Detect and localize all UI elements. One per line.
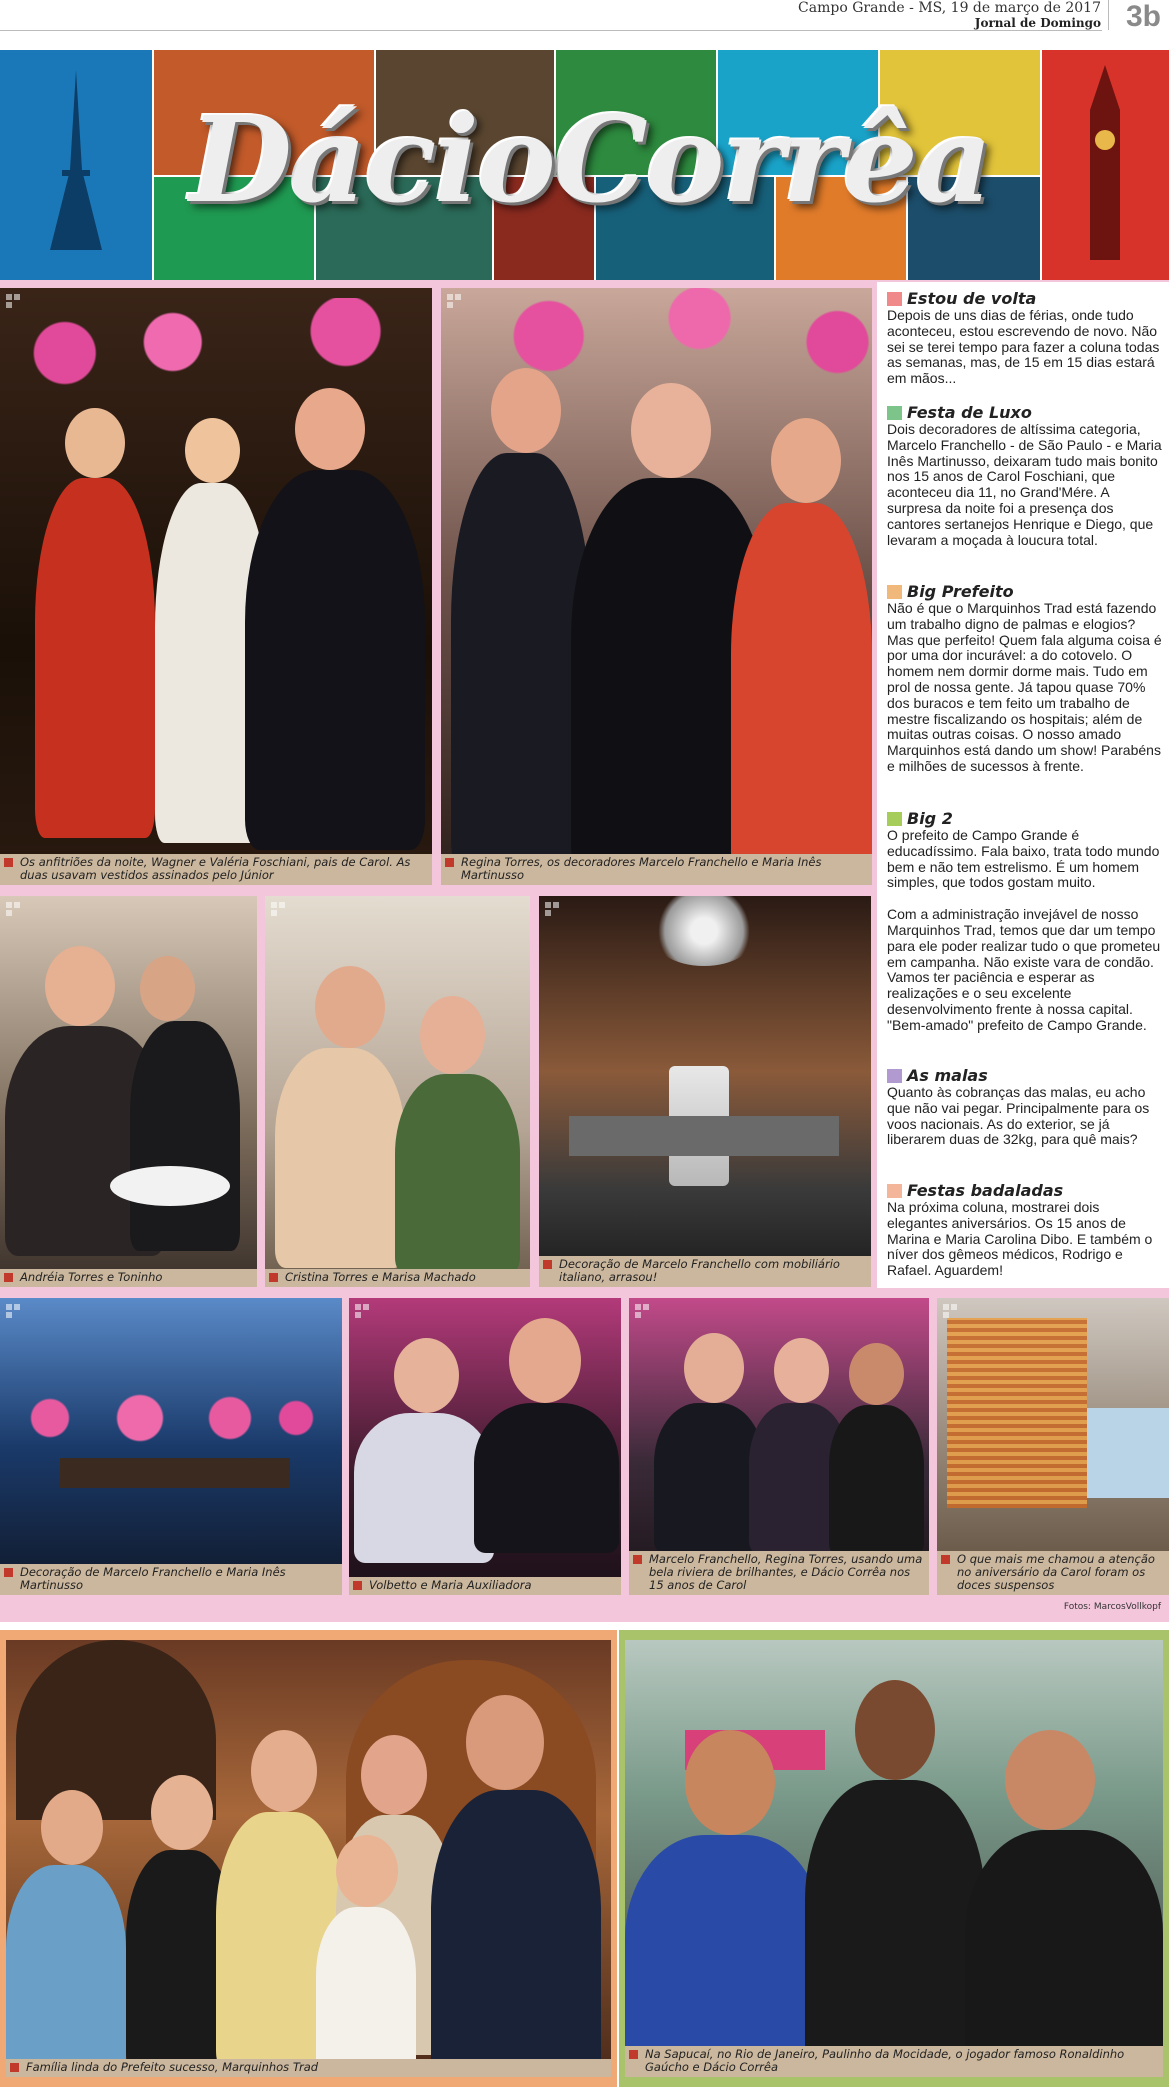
- glass-counter: [1087, 1408, 1169, 1498]
- caption-andreia: Andréia Torres e Toninho: [0, 1269, 257, 1287]
- caption-cristina: Cristina Torres e Marisa Machado: [265, 1269, 530, 1287]
- section-title: Festa de Luxo: [907, 403, 1032, 422]
- section-estou-de-volta: [887, 290, 1163, 387]
- caption-decoration-hall: Decoração de Marcelo Franchello com mobiliário italiano, arrasou!: [539, 1256, 871, 1287]
- photo-decoration-blue-image: [0, 1298, 342, 1595]
- header-divider: [1108, 0, 1109, 30]
- photo-cristina-image: [265, 896, 530, 1287]
- photo-credit: Fotos: MarcosVollkopf: [1063, 1602, 1161, 1612]
- flower-arrangements: [20, 1393, 320, 1443]
- section-marker-icon: [887, 406, 902, 420]
- photo-trio: [629, 1298, 929, 1595]
- photo-decoration-blue: [0, 1298, 342, 1595]
- photo-hosts-image: [0, 288, 432, 885]
- section-marker-icon: [887, 1069, 902, 1083]
- section-title: Big 2: [907, 809, 953, 828]
- section-body: O prefeito de Campo Grande é educadíssimo. Fala baixo, trata todo mundo bem e não tem estrelismo. É um homem simples, que todos gostam muito.: [887, 827, 1160, 891]
- photo-andreia: [0, 896, 257, 1287]
- photo-decoration-hall-image: [539, 896, 871, 1287]
- photo-decorators: [441, 288, 872, 885]
- big-ben-icon: [1042, 50, 1169, 280]
- big-ben-tile: [1042, 50, 1169, 280]
- section-body: Dois decoradores de altíssima categoria, Marcelo Franchello - de São Paulo - e Maria Inês Martinusso, deixaram tudo mais bonito nos 15 anos de Carol Foschiani, que aconteceu dia 11, no Grand'Mére. A surpresa da noite foi a presença dos cantores sertanejos Henrique e Diego, que levaram a moçada à loucura total.: [887, 421, 1162, 548]
- section-title: Festas badaladas: [907, 1181, 1064, 1200]
- banquet-table: [60, 1458, 290, 1488]
- photo-volbetto: [349, 1298, 621, 1595]
- orchid-decor: [0, 298, 432, 408]
- section-as-malas: [887, 1067, 1163, 1148]
- photo-mayor-family-image: [6, 1640, 611, 2077]
- section-body-second: Com a administração invejável de nosso Marquinhos Trad, temos que dar um tempo para ele poder realizar tudo o que prometeu em campanha. Não existe vara de condão. Vamos ter paciência e esperar as realizações e o seu excelente desenvolvimento frente à nossa capital. "Bem-amado" prefeito de Campo Grande.: [887, 906, 1161, 1033]
- caption-mayor-family: Família linda do Prefeito sucesso, Marquinhos Trad: [6, 2059, 611, 2077]
- caption-sapucai: Na Sapucaí, no Rio de Janeiro, Paulinho da Mocidade, o jogador famoso Ronaldinho Gaúcho e Dácio Corrêa: [625, 2046, 1163, 2077]
- photo-hosts: [0, 288, 432, 885]
- suspended-sweets: [947, 1318, 1087, 1508]
- section-festa-de-luxo: [887, 404, 1163, 548]
- photo-andreia-image: [0, 896, 257, 1287]
- header-rule: [0, 30, 1102, 31]
- section-title: Big Prefeito: [907, 582, 1014, 601]
- photo-sapucai: [625, 1640, 1163, 2077]
- section-marker-icon: [887, 1184, 902, 1198]
- caption-decorators: Regina Torres, os decoradores Marcelo Franchello e Maria Inês Martinusso: [441, 854, 872, 885]
- section-marker-icon: [887, 585, 902, 599]
- banner-title: DácioCorrêa: [189, 90, 991, 229]
- caption-volbetto: Volbetto e Maria Auxiliadora: [349, 1577, 621, 1595]
- section-body: Quanto às cobranças das malas, eu acho que não vai pegar. Principalmente para os voos nacionais. As do exterior, se já liberarem duas de 32kg, para quê mais?: [887, 1084, 1150, 1148]
- corner-dots-icon: [6, 294, 28, 316]
- eiffel-tower-tile: [0, 50, 152, 280]
- corner-dots-icon: [6, 1304, 28, 1326]
- dinner-plate: [110, 1166, 230, 1206]
- section-marker-icon: [887, 292, 902, 306]
- section-title: Estou de volta: [907, 289, 1037, 308]
- caption-trio: Marcelo Franchello, Regina Torres, usando uma bela riviera de brilhantes, e Dácio Corrêa nos 15 anos de Carol: [629, 1551, 929, 1595]
- corner-dots-icon: [447, 294, 469, 316]
- photo-volbetto-image: [349, 1298, 621, 1595]
- photo-sweets: [937, 1298, 1169, 1595]
- photo-sapucai-image: [625, 1640, 1163, 2077]
- section-body: Não é que o Marquinhos Trad está fazendo um trabalho digno de palmas e elogios? Mas que perfeito! Quem fala alguma coisa é por uma dor incurável: a do cotovelo. O homem nem dormir dorme mais. Tudo em prol de nossa gente. Já tapou quase 70% dos buracos e tem feito um trabalho de mestre fiscalizando os hospitais; além de muitas outras coisas. O nosso amado Marquinhos está dando um show! Parabéns e milhões de sucessos à frente.: [887, 600, 1162, 774]
- caption-sweets: O que mais me chamou a atenção no aniversário da Carol foram os doces suspensos: [937, 1551, 1169, 1595]
- corner-dots-icon: [6, 902, 28, 924]
- date-line: Campo Grande - MS, 19 de março de 2017: [798, 0, 1101, 16]
- corner-dots-icon: [943, 1304, 965, 1326]
- section-title: As malas: [907, 1066, 988, 1085]
- display-table: [569, 1116, 839, 1156]
- column-banner: [0, 50, 1169, 280]
- chandelier: [649, 896, 759, 966]
- caption-hosts: Os anfitriões da noite, Wagner e Valéria Foschiani, pais de Carol. As duas usavam vestidos assinados pelo Júnior: [0, 854, 432, 885]
- corner-dots-icon: [271, 902, 293, 924]
- corner-dots-icon: [635, 1304, 657, 1326]
- section-big-2: [887, 810, 1163, 1034]
- caption-decoration-blue: Decoração de Marcelo Franchello e Maria Inês Martinusso: [0, 1564, 342, 1595]
- section-festas-badaladas: [887, 1182, 1163, 1279]
- section-marker-icon: [887, 812, 902, 826]
- photo-decorators-image: [441, 288, 872, 885]
- section-body: Na próxima coluna, mostrarei dois elegantes aniversários. Os 15 anos de Marina e Maria Carolina Dibo. E também o níver dos gêmeos médicos, Rodrigo e Rafael. Aguardem!: [887, 1199, 1153, 1279]
- section-body: Depois de uns dias de férias, onde tudo aconteceu, estou escrevendo de novo. Não sei se terei tempo para fazer a coluna todas as semanas, mas, de 15 em 15 dias estará em mãos...: [887, 307, 1160, 387]
- corner-dots-icon: [355, 1304, 377, 1326]
- eiffel-tower-icon: [0, 50, 152, 280]
- paper-name: Jornal de Domingo: [974, 16, 1101, 30]
- section-big-prefeito: [887, 583, 1163, 775]
- photo-decoration-hall: [539, 896, 871, 1287]
- page-number: 3b: [1125, 0, 1161, 33]
- photo-cristina: [265, 896, 530, 1287]
- corner-dots-icon: [545, 902, 567, 924]
- photo-mayor-family: [6, 1640, 611, 2077]
